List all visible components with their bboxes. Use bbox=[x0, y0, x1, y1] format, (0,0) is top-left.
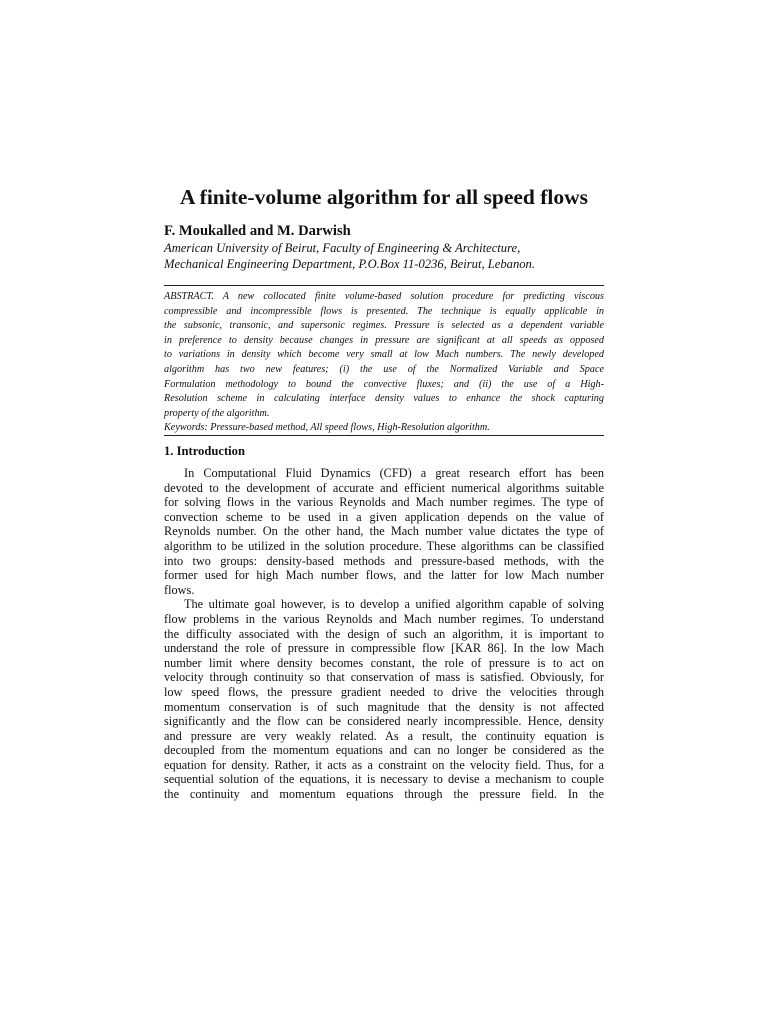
authors: F. Moukalled and M. Darwish bbox=[164, 223, 351, 239]
paragraph-line: significantly and the flow can be considered nearly incompressible. Hence, density bbox=[164, 714, 604, 729]
paragraph-line: and pressure are very weakly related. As a result, the continuity equation is bbox=[164, 728, 604, 743]
paragraph-line: sequential solution of the equations, it is necessary to devise a mechanism to couple bbox=[164, 772, 604, 787]
abstract-line: in preference to density because changes in pressure are significant at all speeds as opposed bbox=[164, 334, 604, 346]
abstract bbox=[164, 290, 604, 436]
paragraph-line: number limit where density becomes constant, the role of pressure is to act on bbox=[164, 655, 604, 670]
affiliation bbox=[164, 240, 535, 272]
paragraph-line: flows. bbox=[164, 582, 195, 597]
paragraph-line: understand the role of pressure in compressible flow [KAR 86]. In the low Mach bbox=[164, 641, 604, 656]
abstract-line: Resolution scheme in calculating interface density values to enhance the shock capturing bbox=[164, 393, 604, 405]
paragraph-line: former used for high Mach number flows, and the latter for low Mach number bbox=[164, 568, 604, 583]
affiliation-line: Mechanical Engineering Department, P.O.Box 11-0236, Beirut, Lebanon. bbox=[164, 257, 535, 271]
paper-title: A finite-volume algorithm for all speed flows bbox=[179, 185, 589, 209]
paragraph-line: momentum conservation is of such magnitude that the density is not affected bbox=[164, 699, 604, 714]
paragraph-line: flow problems in the various Reynolds and Mach number regimes. To understand bbox=[164, 611, 604, 626]
paragraph-line: for solving flows in the various Reynolds and Mach number regimes. The type of bbox=[164, 495, 604, 510]
abstract-bottom-rule bbox=[164, 435, 604, 436]
paragraph-line: devoted to the development of accurate and efficient numerical algorithms suitable bbox=[164, 480, 604, 495]
keywords: Keywords: Pressure-based method, All speed flows, High-Resolution algorithm. bbox=[164, 422, 490, 434]
paragraph-line: into two groups: density-based methods and pressure-based methods, with the bbox=[164, 553, 604, 568]
paragraph-line: the difficulty associated with the design of such an algorithm, it is important to bbox=[164, 626, 604, 641]
abstract-line: property of the algorithm. bbox=[164, 407, 270, 419]
abstract-top-rule bbox=[164, 285, 604, 286]
abstract-line: algorithm has two new features; (i) the use of the Normalized Variable and Space bbox=[164, 363, 604, 375]
abstract-line: Formulation methodology to bound the convective fluxes; and (ii) the use of a High- bbox=[164, 378, 604, 390]
paragraph-line: In Computational Fluid Dynamics (CFD) a great research effort has been bbox=[184, 466, 604, 480]
paragraph-line: the continuity and momentum equations through the pressure field. In the bbox=[164, 787, 604, 802]
paragraph-line: low speed flows, the pressure gradient needed to drive the velocities through bbox=[164, 684, 604, 699]
body-text bbox=[164, 466, 604, 802]
paragraph-line: The ultimate goal however, is to develop a unified algorithm capable of solving bbox=[184, 597, 604, 612]
abstract-line: compressible and incompressible flows is presented. The technique is equally applicable in bbox=[164, 305, 604, 317]
abstract-line: to variations in density which become very small at low Mach numbers. The newly developed bbox=[164, 349, 604, 361]
section-heading: 1. Introduction bbox=[164, 444, 245, 458]
paragraph-line: decoupled from the momentum equations and can no longer be considered as the bbox=[164, 743, 604, 758]
paragraph-line: Reynolds number. On the other hand, the Mach number value dictates the type of bbox=[164, 524, 604, 539]
paragraph-line: algorithm to be utilized in the solution procedure. These algorithms can be classified bbox=[164, 538, 604, 553]
paragraph-line: velocity through continuity so that conservation of mass is satisfied. Obviously, for bbox=[164, 670, 604, 685]
abstract-line: ABSTRACT. A new collocated finite volume-based solution procedure for predicting viscous bbox=[164, 291, 604, 302]
abstract-line: the subsonic, transonic, and supersonic regimes. Pressure is selected as a dependent variable bbox=[164, 320, 604, 332]
paragraph-line: equation for density. Rather, it acts as a constraint on the velocity field. Thus, for a bbox=[164, 757, 604, 772]
paragraph-line: convection scheme to be used in a given application depends on the value of bbox=[164, 509, 604, 524]
affiliation-line: American University of Beirut, Faculty of Engineering & Architecture, bbox=[164, 241, 521, 255]
